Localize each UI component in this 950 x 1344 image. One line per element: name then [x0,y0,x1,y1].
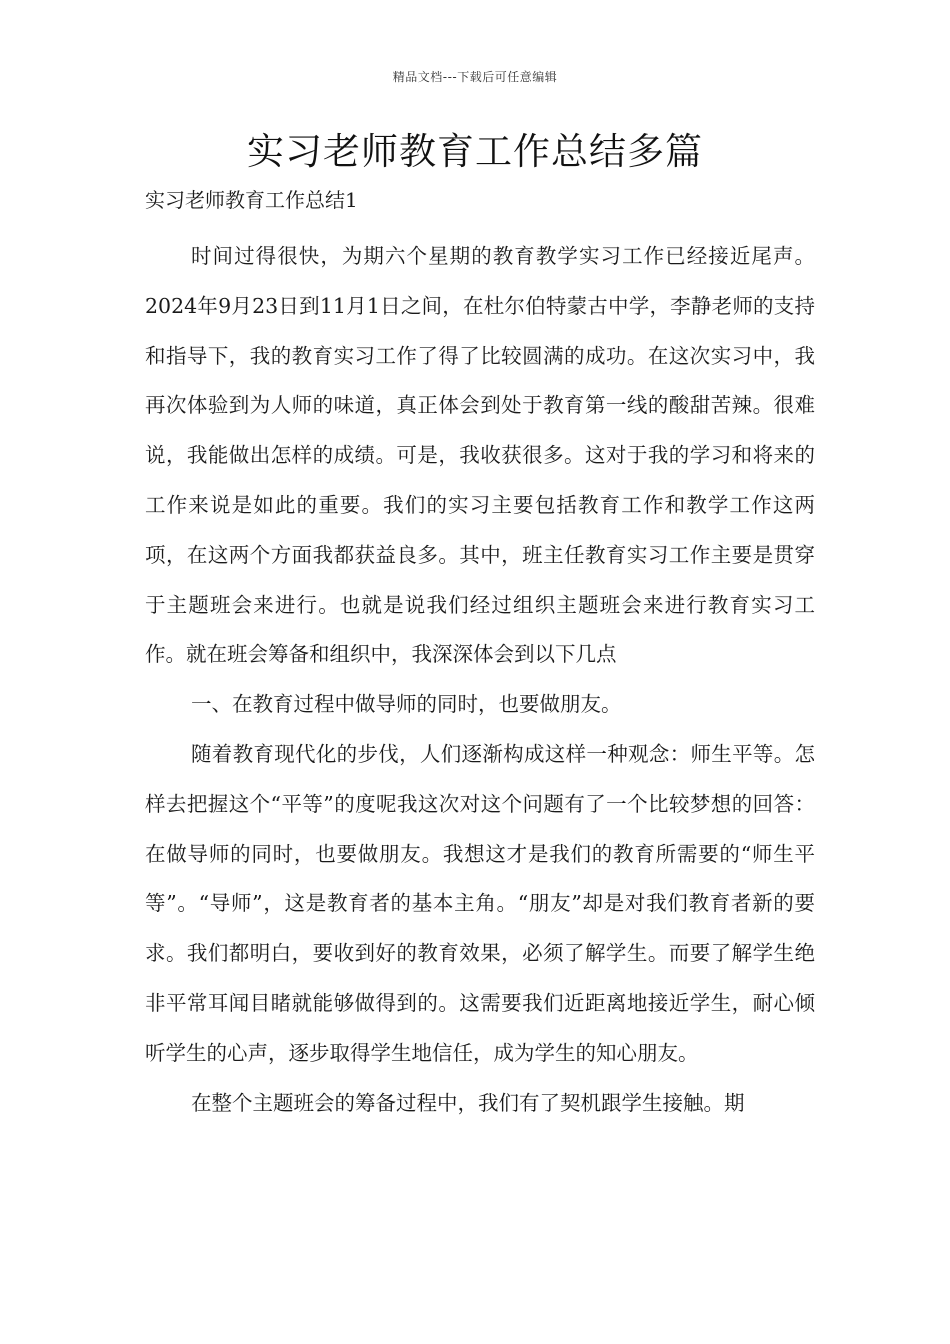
paragraph-1: 时间过得很快，为期六个星期的教育教学实习工作已经接近尾声。2024年9月23日到11月1日之间，在杜尔伯特蒙古中学，李静老师的支持和指导下，我的教育实习工作了得了比较圆满的成功。在这次实习中，我再次体验到为人师的味道，真正体会到处于教育第一线的酸甜苦辣。很难说，我能做出怎样的成绩。可是，我收获很多。这对于我的学习和将来的工作来说是如此的重要。我们的实习主要包括教育工作和教学工作这两项，在这两个方面我都获益良多。其中，班主任教育实习工作主要是贯穿于主题班会来进行。也就是说我们经过组织主题班会来进行教育实习工作。就在班会筹备和组织中，我深深体会到以下几点 [145,244,815,667]
paragraph-3: 随着教育现代化的步伐，人们逐渐构成这样一种观念：师生平等。怎样去把握这个“平等”的度呢我这次对这个问题有了一个比较梦想的回答：在做导师的同时，也要做朋友。我想这才是我们的教育所需要的“师生平等”。“导师”，这是教育者的基本主角。“朋友”却是对我们教育者新的要求。我们都明白，要收到好的教育效果，必须了解学生。而要了解学生绝非平常耳闻目睹就能够做得到的。这需要我们近距离地接近学生，耐心倾听学生的心声，逐步取得学生地信任，成为学生的知心朋友。 [145,741,815,1065]
section-heading: 实习老师教育工作总结1 [145,188,358,212]
paragraph-2: 一、在教育过程中做导师的同时，也要做朋友。 [191,692,622,717]
document-title: 实习老师教育工作总结多篇 [247,130,703,173]
document-body [145,232,815,1128]
header-note: 精品文档---下载后可任意编辑 [392,70,558,84]
paragraph-4: 在整个主题班会的筹备过程中，我们有了契机跟学生接触。期 [191,1090,745,1115]
